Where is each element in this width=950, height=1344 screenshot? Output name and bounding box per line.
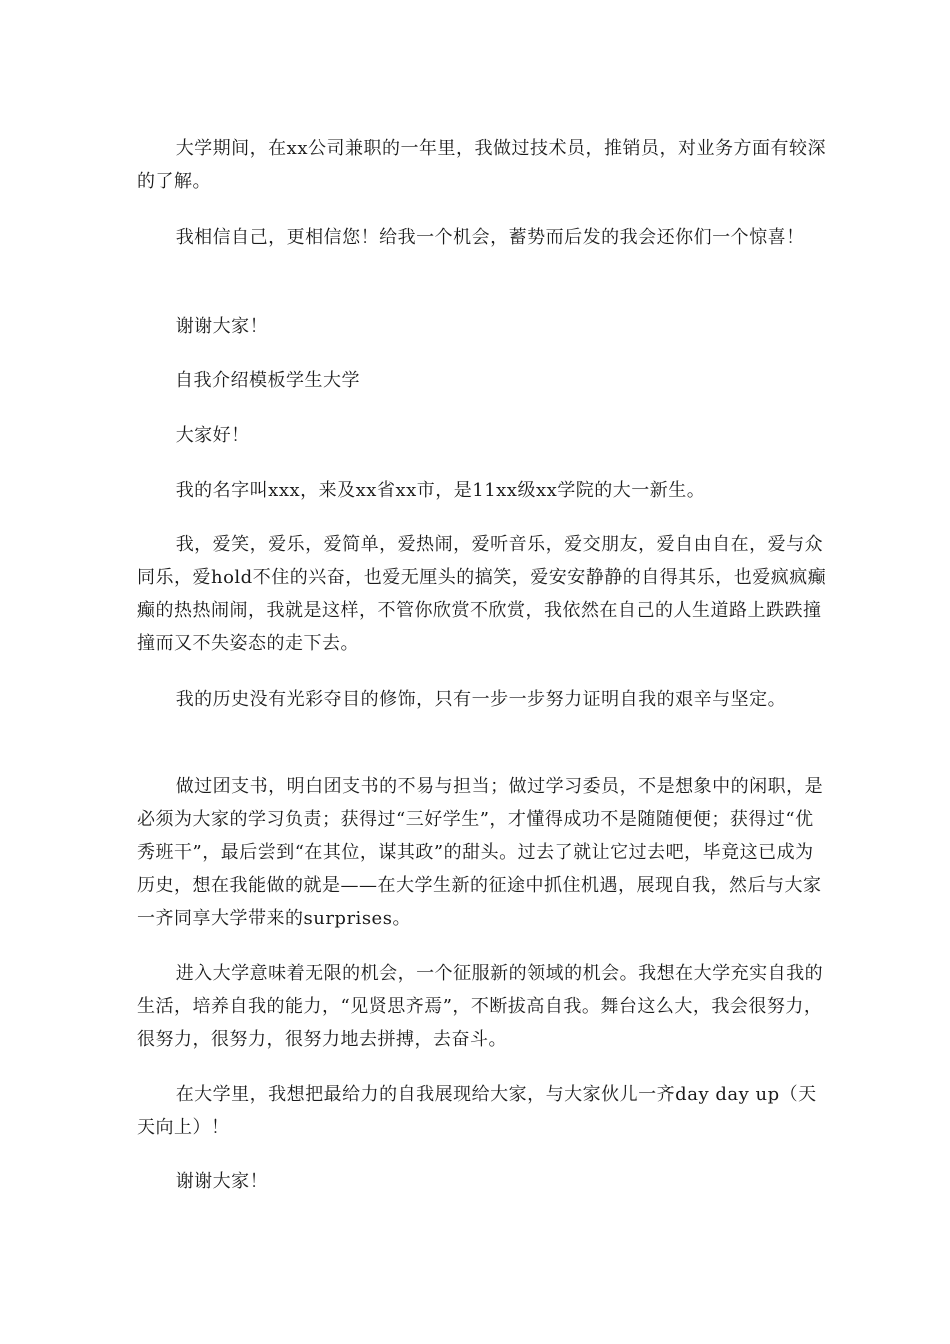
paragraph-history: 我的历史没有光彩夺目的修饰，只有一步一步努力证明自我的艰辛与坚定。 [175, 689, 787, 710]
paragraph-thanks-2: 谢谢大家！ [175, 1171, 269, 1192]
paragraph-believe-yourself: 我相信自己，更相信您！给我一个机会，蓄势而后发的我会还你们一个惊喜！ [175, 227, 805, 248]
paragraph-experience: 做过团支书，明白团支书的不易与担当；做过学习委员，不是想象中的闲职，是必须为大家的学习负责；获得过“三好学生”，才懂得成功不是随随便便；获得过“优秀班干”，最后尝到“在其位，谋其政”的甜头。过去了就让它过去吧，毕竟这已成为历史，想在我能做的就是——在大学生新的征途中抓住机遇，展现自我，然后与大家一齐同享大学带来的surprises。 [137, 776, 824, 929]
paragraph-greeting: 大家好！ [175, 425, 250, 446]
paragraph-day-day-up: 在大学里，我想把最给力的自我展现给大家，与大家伙儿一齐day day up（天天向上）！ [137, 1084, 817, 1138]
section-title: 自我介绍模板学生大学 [175, 370, 360, 391]
paragraph-thanks-1: 谢谢大家！ [175, 316, 269, 337]
paragraph-university-goals: 进入大学意味着无限的机会，一个征服新的领域的机会。我想在大学充实自我的生活，培养自我的能力，“见贤思齐焉”，不断拔高自我。舞台这么大，我会很努力，很努力，很努力，很努力地去拼搏，去奋斗。 [137, 963, 824, 1050]
paragraph-name-intro: 我的名字叫xxx，来及xx省xx市，是11xx级xx学院的大一新生。 [175, 480, 706, 501]
paragraph-personality: 我，爱笑，爱乐，爱简单，爱热闹，爱听音乐，爱交朋友，爱自由自在，爱与众同乐，爱hold不住的兴奋，也爱无厘头的搞笑，爱安安静静的自得其乐，也爱疯疯癫癫的热热闹闹，我就是这样，不管你欣赏不欣赏，我依然在自己的人生道路上跌跌撞撞而又不失姿态的走下去。 [137, 534, 827, 654]
paragraph-part-time-job: 大学期间，在xx公司兼职的一年里，我做过技术员，推销员，对业务方面有较深的了解。 [137, 138, 826, 192]
